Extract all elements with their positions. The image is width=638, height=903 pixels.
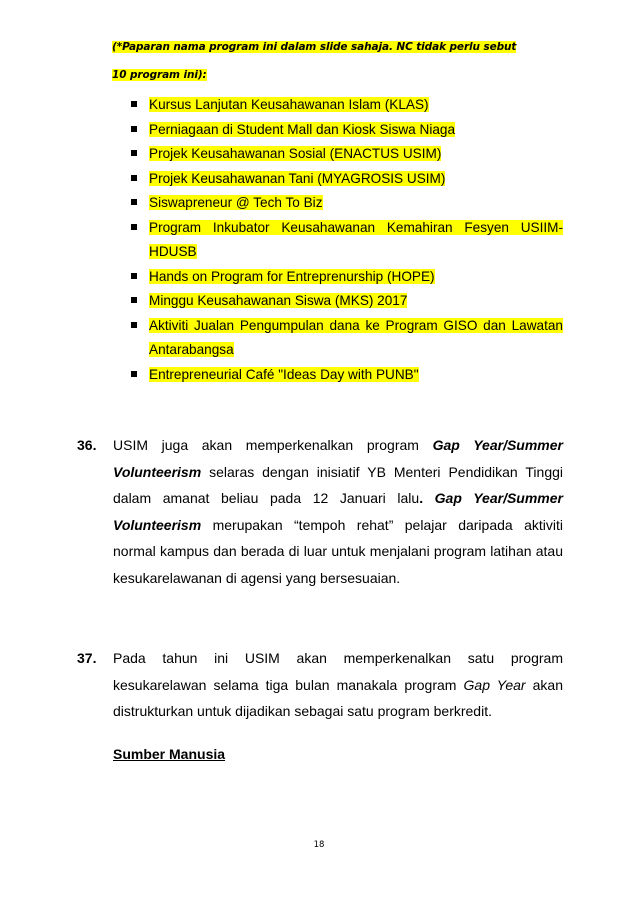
paragraph-number: 36. <box>77 437 97 453</box>
paragraph-body: Pada tahun ini USIM akan memperkenalkan satu program kesukarelawan selama tiga bulan manakala program Gap Year akan distrukturkan untuk dijadikan sebagai satu program berkredit. <box>113 650 564 720</box>
slide-note-line-2 <box>112 69 207 81</box>
bullet-square-icon <box>131 126 137 132</box>
bullet-square-icon <box>131 101 137 107</box>
bullet-square-icon <box>131 371 137 377</box>
list-item: Perniagaan di Student Mall dan Kiosk Siswa Niaga <box>131 118 563 143</box>
bullet-square-icon <box>131 297 137 303</box>
list-item: Entrepreneurial Café "Ideas Day with PUNB" <box>131 363 563 388</box>
program-list <box>131 93 563 387</box>
list-item: Aktiviti Jualan Pengumpulan dana ke Program GISO dan Lawatan Antarabangsa <box>131 314 563 363</box>
list-item: Hands on Program for Entreprenurship (HOPE) <box>131 265 563 290</box>
bullet-square-icon <box>131 175 137 181</box>
list-item: Projek Keusahawanan Sosial (ENACTUS USIM) <box>131 142 563 167</box>
paragraph-body: USIM juga akan memperkenalkan program Gap Year/Summer Volunteerism selaras dengan inisiatif YB Menteri Pendidikan Tinggi dalam amanat beliau pada 12 Januari lalu. Gap Year/Summer Volunteerism merupakan “tempoh rehat” pelajar daripada aktiviti normal kampus dan berada di luar untuk menjalani program latihan atau kesukarelawanan di agensi yang bersesuaian. <box>113 437 563 586</box>
bullet-square-icon <box>131 273 137 279</box>
slide-note-text-1: (*Paparan nama program ini dalam slide sahaja. NC tidak perlu sebut <box>112 41 517 53</box>
bullet-square-icon <box>131 199 137 205</box>
list-item: Projek Keusahawanan Tani (MYAGROSIS USIM) <box>131 167 563 192</box>
page-number: 18 <box>313 840 325 850</box>
list-item: Siswapreneur @ Tech To Biz <box>131 191 563 216</box>
bullet-square-icon <box>131 224 137 230</box>
section-heading: Sumber Manusia <box>113 746 226 762</box>
bullet-square-icon <box>131 150 137 156</box>
list-item: Program Inkubator Keusahawanan Kemahiran Fesyen USIIM-HDUSB <box>131 216 563 265</box>
slide-note-line-1 <box>112 41 516 53</box>
bullet-square-icon <box>131 322 137 328</box>
list-item: Kursus Lanjutan Keusahawanan Islam (KLAS) <box>131 93 563 118</box>
paragraph-number: 37. <box>77 650 97 666</box>
list-item: Minggu Keusahawanan Siswa (MKS) 2017 <box>131 289 563 314</box>
slide-note-text-2: 10 program ini): <box>112 69 207 81</box>
